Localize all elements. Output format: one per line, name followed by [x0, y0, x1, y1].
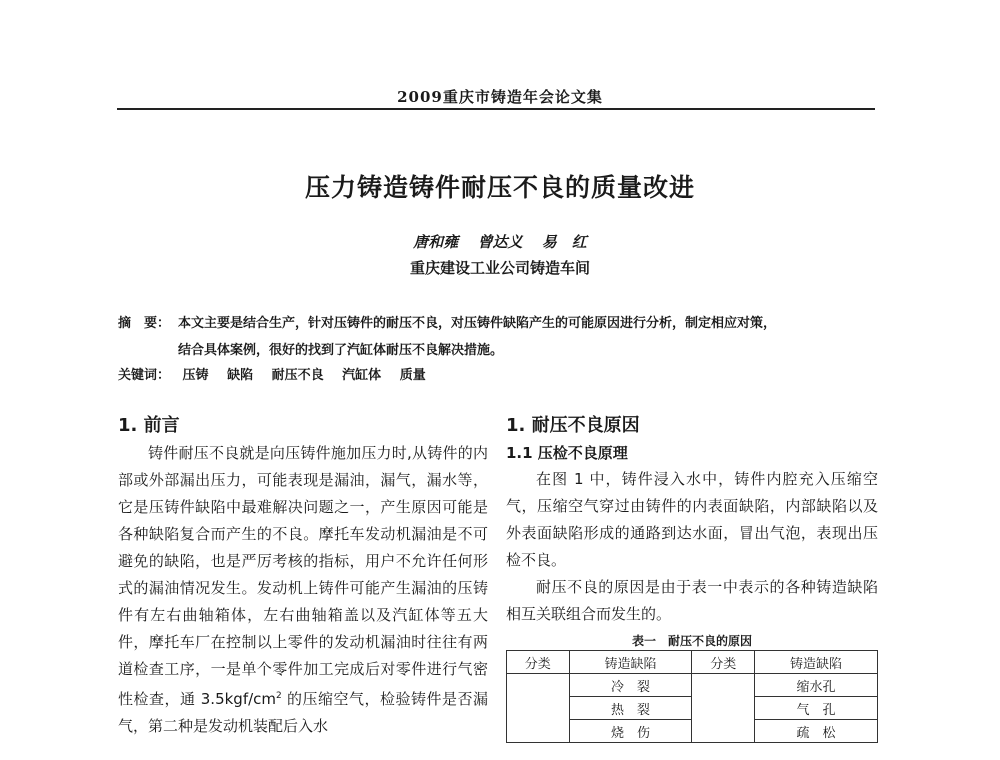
table-header-cell: 铸造缺陷 [755, 651, 878, 674]
paper-title: 压力铸造铸件耐压不良的质量改进 [304, 173, 695, 202]
abstract-label: 摘 要： [118, 316, 171, 331]
table-cell [507, 674, 570, 743]
affiliation: 重庆建设工业公司铸造车间 [409, 259, 590, 277]
causes-table [506, 650, 878, 743]
author-name: 唐和雍 [413, 233, 459, 251]
table-header-cell: 分类 [507, 651, 570, 674]
keywords [118, 364, 878, 388]
abstract [118, 310, 878, 364]
left-column [118, 412, 488, 740]
body-paragraph: 耐压不良的原因是由于表一中表示的各种铸造缺陷相互关联组合而发生的。 [506, 578, 878, 623]
author-name: 易 红 [541, 233, 587, 251]
table-cell [692, 674, 755, 743]
keyword: 耐压不良 [271, 368, 324, 383]
author-list [0, 231, 1000, 252]
paragraph-text: 铸件耐压不良就是向压铸件施加压力时,从铸件的内部或外部漏出压力，可能表现是漏油，漏气，漏水等，它是压铸件缺陷中最难解决问题之一，产生原因可能是各种缺陷复合而产生的不良。摩托车发动机漏油是不可避免的缺陷，也是严厉考核的指标，用户不允许任何形式的漏油情况发生。发动机上铸件可能产生漏油的压铸件有左右曲轴箱体，左右曲轴箱盖以及汽缸体等五大件，摩托车厂在控制以上零件的发动机漏油时往往有两道检查工序，一是单个零件加工完成后对零件进行气密性检查，通 3.5kgf/cm [118, 444, 488, 708]
body-paragraph: 在图 1 中，铸件浸入水中，铸件内腔充入压缩空气，压缩空气穿过由铸件的内表面缺陷，内部缺陷以及外表面缺陷形成的通路到达水面，冒出气泡，表现出压检不良。 [506, 470, 878, 569]
abstract-text: 结合具体案例，很好的找到了汽缸体耐压不良解决措施。 [178, 343, 504, 358]
keyword: 缺陷 [227, 368, 254, 383]
table-cell: 疏 松 [755, 720, 878, 743]
subsection-heading: 1.1 压检不良原理 [506, 444, 628, 462]
table-cell: 气 孔 [755, 697, 878, 720]
table-cell: 热 裂 [569, 697, 692, 720]
author-name: 曾达义 [477, 233, 523, 251]
paragraph-text: 的压缩空气，检验铸件是否漏气，第二种是发动机装配后入水 [118, 690, 488, 735]
keyword: 汽缸体 [342, 368, 382, 383]
body-paragraph [118, 440, 488, 740]
table-header-cell: 铸造缺陷 [569, 651, 692, 674]
header-rule [117, 108, 875, 110]
table-cell: 冷 裂 [569, 674, 692, 697]
table-header-row [507, 651, 878, 674]
section-heading: 1. 前言 [118, 415, 180, 436]
table-cell: 烧 伤 [569, 720, 692, 743]
keyword: 质量 [399, 368, 426, 383]
table-row [507, 674, 878, 697]
superscript: 2 [276, 691, 282, 701]
abstract-text: 本文主要是结合生产，针对压铸件的耐压不良，对压铸件缺陷产生的可能原因进行分析，制定相应对策， [178, 316, 777, 331]
table-cell: 缩水孔 [755, 674, 878, 697]
keyword: 压铸 [182, 368, 209, 383]
right-column [506, 412, 878, 743]
keywords-label: 关键词： [118, 368, 171, 383]
section-heading: 1. 耐压不良原因 [506, 415, 640, 436]
table-header-cell: 分类 [692, 651, 755, 674]
journal-header: 2009重庆市铸造年会论文集 [397, 88, 603, 106]
table-caption: 表一 耐压不良的原因 [631, 634, 752, 648]
